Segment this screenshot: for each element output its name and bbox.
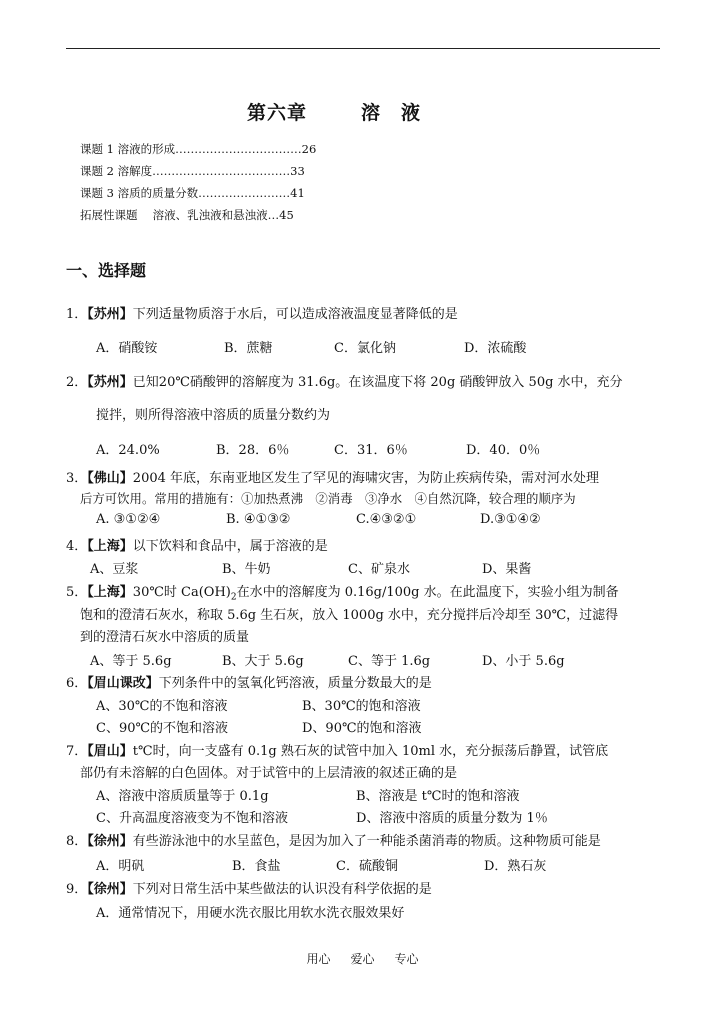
option[interactable]: D、溶液中溶质的质量分数为 1％ — [356, 811, 548, 826]
footer-text: 专心 — [394, 952, 419, 966]
page-footer — [0, 950, 725, 967]
toc-item[interactable]: 拓展性课题 溶液、乳浊液和悬浊液…45 — [80, 208, 294, 222]
toc-item[interactable]: 课题 3 溶质的质量分数……………………41 — [80, 186, 305, 200]
option[interactable]: A．通常情况下，用硬水洗衣服比用软水洗衣服效果好 — [96, 906, 405, 921]
option[interactable]: C、矿泉水 — [348, 562, 410, 577]
question-source: 【徐州】 — [87, 882, 133, 897]
option[interactable]: A．硝酸铵 — [96, 341, 158, 356]
question-7 — [66, 740, 608, 759]
header-rule — [66, 48, 660, 49]
option[interactable]: C．氯化钠 — [334, 341, 396, 356]
option[interactable]: B．食盐 — [232, 859, 281, 874]
question-text: 下列条件中的氢氧化钙溶液，质量分数最大的是 — [158, 676, 432, 691]
option[interactable]: D．浓硫酸 — [464, 341, 527, 356]
question-3 — [66, 467, 599, 486]
question-number: 9． — [66, 882, 88, 897]
chapter-number: 第六章 — [246, 102, 307, 124]
question-text: 在水中的溶解度为 0.16g/100g 水。在此温度下，实验小组为制备 — [236, 585, 619, 600]
question-number: 8． — [66, 834, 88, 849]
option[interactable]: C、90℃的不饱和溶液 — [96, 721, 229, 736]
option[interactable]: D、小于 5.6g — [482, 654, 565, 669]
question-source: 【苏州】 — [87, 375, 133, 390]
footer-text: 爱心 — [350, 952, 375, 966]
question-8 — [66, 830, 601, 849]
question-text: 到的澄清石灰水中溶质的质量 — [80, 630, 250, 645]
option[interactable]: B．28．6％ — [216, 443, 290, 458]
option[interactable]: D．40．0％ — [466, 443, 541, 458]
question-text: 部仍有未溶解的白色固体。对于试管中的上层清液的叙述正确的是 — [80, 766, 458, 781]
option[interactable]: B. ④①③② — [226, 512, 291, 527]
question-4 — [66, 535, 328, 554]
question-number: 7． — [66, 744, 88, 759]
toc-item[interactable]: 课题 1 溶液的形成……………………………26 — [80, 142, 317, 156]
option[interactable]: C、升高温度溶液变为不饱和溶液 — [96, 811, 288, 826]
option[interactable]: C、等于 1.6g — [348, 654, 431, 669]
question-source: 【徐州】 — [87, 834, 133, 849]
section-heading: 一、选择题 — [66, 261, 147, 280]
question-number: 1． — [66, 307, 88, 322]
question-text: 下列适量物质溶于水后，可以造成溶液温度显著降低的是 — [132, 307, 458, 322]
question-source: 【眉山】 — [87, 744, 133, 759]
option[interactable]: A、30℃的不饱和溶液 — [96, 699, 228, 714]
question-text: 以下饮料和食品中，属于溶液的是 — [132, 539, 328, 554]
subscript: 2 — [230, 592, 237, 603]
question-text: 后方可饮用。常用的措施有：①加热煮沸 ②消毒 ③净水 ④自然沉降，较合理的顺序为 — [80, 491, 576, 506]
question-source: 【佛山】 — [87, 471, 133, 486]
option[interactable]: A. ③①②④ — [96, 512, 161, 527]
chapter-title — [0, 98, 668, 125]
option[interactable]: D、90℃的饱和溶液 — [302, 721, 422, 736]
footer-text: 用心 — [306, 952, 331, 966]
question-text: 2004 年底，东南亚地区发生了罕见的海啸灾害，为防止疾病传染，需对河水处理 — [132, 471, 600, 486]
option[interactable]: B．蔗糖 — [224, 341, 273, 356]
question-text: 搅拌，则所得溶液中溶质的质量分数约为 — [96, 408, 331, 423]
question-text: 有些游泳池中的水呈蓝色，是因为加入了一种能杀菌消毒的物质。这种物质可能是 — [132, 834, 601, 849]
option[interactable]: D．熟石灰 — [484, 859, 547, 874]
table-of-contents — [80, 138, 316, 226]
question-text: 30℃时 Ca(OH) — [132, 585, 231, 600]
question-number: 6． — [66, 676, 88, 691]
question-text: 已知20℃硝酸钾的溶解度为 31.6g。在该温度下将 20g 硝酸钾放入 50g 水中，充分 — [132, 375, 623, 390]
option[interactable]: C．31．6％ — [334, 443, 408, 458]
chapter-name: 溶 液 — [361, 102, 422, 124]
question-2 — [66, 371, 623, 390]
option[interactable]: D.③①④② — [480, 512, 541, 527]
question-text: t℃时，向一支盛有 0.1g 熟石灰的试管中加入 10ml 水，充分振荡后静置，试管底 — [132, 744, 609, 759]
question-6 — [66, 672, 432, 691]
question-number: 5． — [66, 585, 88, 600]
question-number: 4． — [66, 539, 88, 554]
question-number: 2． — [66, 375, 88, 390]
option[interactable]: C.④③②① — [356, 512, 417, 527]
option[interactable]: A．24.0% — [96, 443, 160, 458]
option[interactable]: D、果酱 — [482, 562, 532, 577]
option[interactable]: A、溶液中溶质质量等于 0.1g — [96, 789, 269, 804]
question-source: 【眉山课改】 — [87, 676, 159, 691]
question-source: 【苏州】 — [87, 307, 133, 322]
option[interactable]: A、豆浆 — [90, 562, 139, 577]
question-text: 下列对日常生活中某些做法的认识没有科学依据的是 — [132, 882, 432, 897]
option[interactable]: A、等于 5.6g — [90, 654, 172, 669]
question-number: 3． — [66, 471, 88, 486]
question-source: 【上海】 — [87, 539, 133, 554]
question-1 — [66, 303, 458, 322]
option[interactable]: B、牛奶 — [222, 562, 271, 577]
question-5 — [66, 581, 619, 603]
option[interactable]: B、30℃的饱和溶液 — [302, 699, 421, 714]
question-9 — [66, 878, 432, 897]
question-text: 饱和的澄清石灰水，称取 5.6g 生石灰，放入 1000g 水中，充分搅拌后冷却至 30℃，过滤得 — [80, 608, 619, 623]
option[interactable]: C．硫酸铜 — [336, 859, 398, 874]
question-source: 【上海】 — [87, 585, 133, 600]
option[interactable]: B、溶液是 t℃时的饱和溶液 — [356, 789, 520, 804]
option[interactable]: A．明矾 — [96, 859, 145, 874]
option[interactable]: B、大于 5.6g — [222, 654, 304, 669]
toc-item[interactable]: 课题 2 溶解度………………………………33 — [80, 164, 305, 178]
